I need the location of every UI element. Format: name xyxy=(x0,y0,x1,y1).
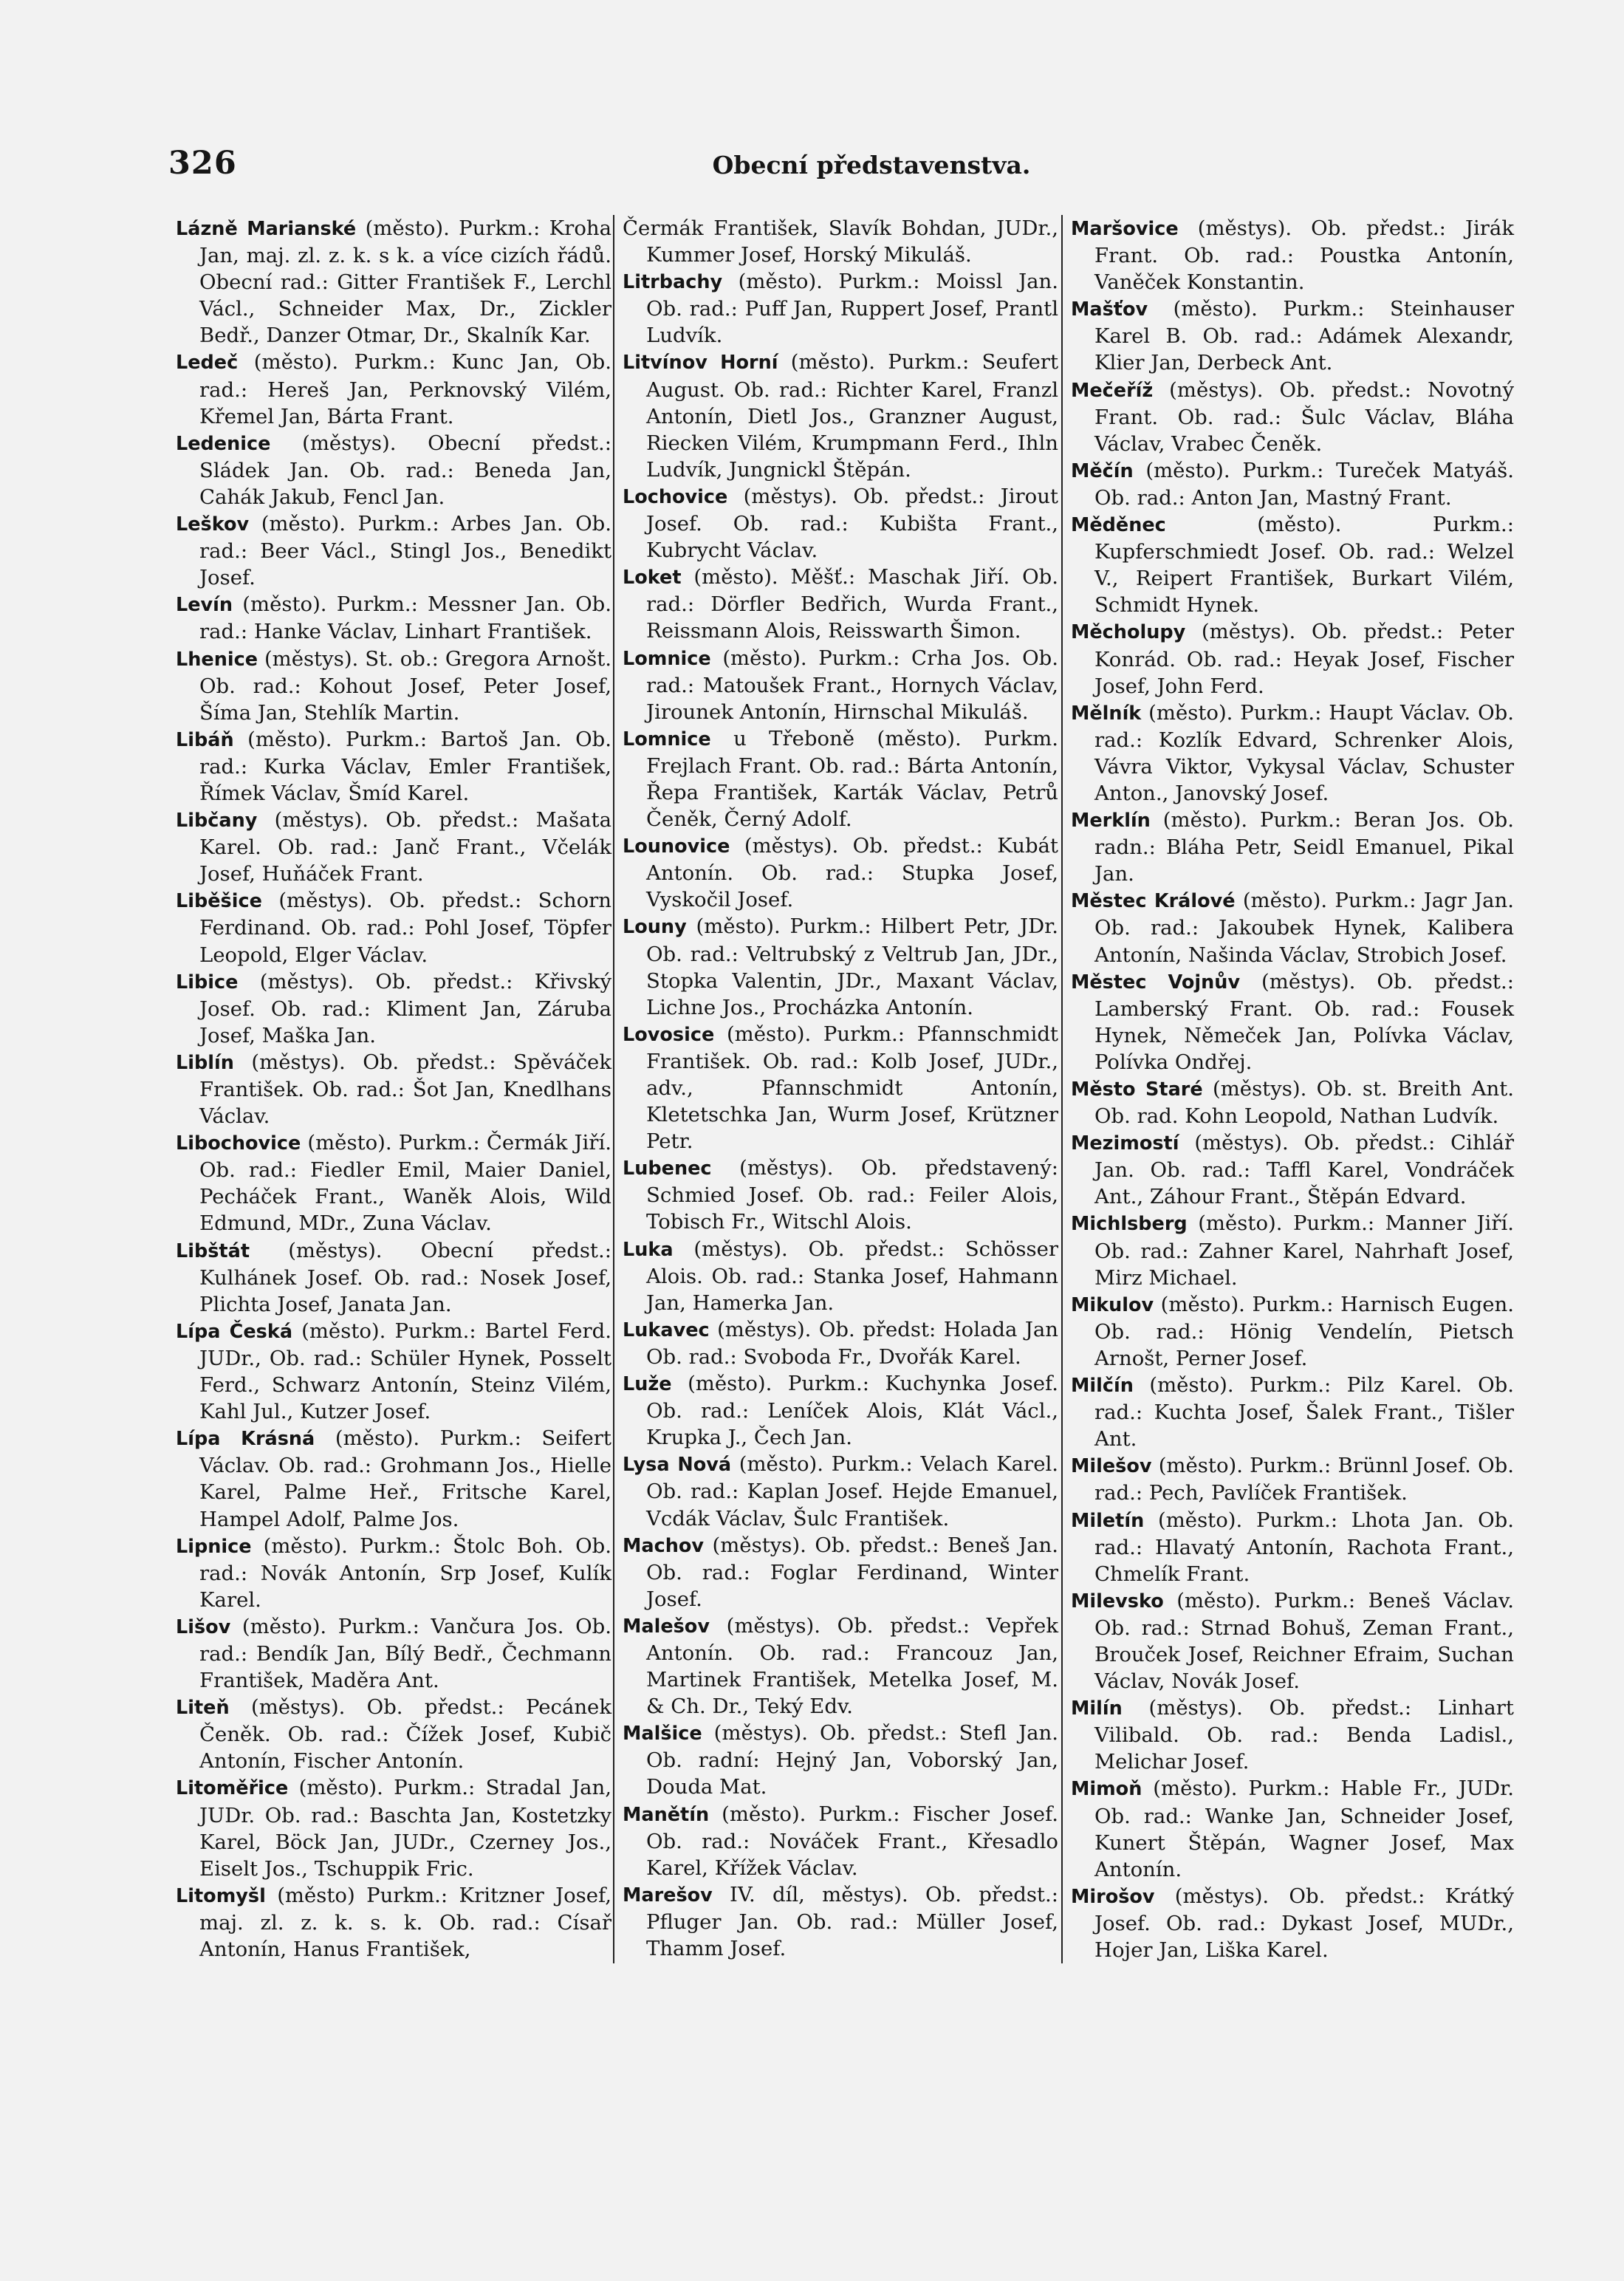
place-name: Leškov xyxy=(176,513,250,536)
entry-text: (městys). Ob. předst.: Jirout Josef. Ob. rad.: Kubišta Frant., Kubrycht Václav. xyxy=(646,484,1058,563)
directory-entry xyxy=(1071,618,1514,699)
place-name: Lomnice xyxy=(623,647,711,670)
place-name: Levín xyxy=(176,594,233,617)
directory-entry xyxy=(1071,457,1514,511)
place-name: Miletín xyxy=(1071,1509,1145,1532)
directory-entry xyxy=(176,887,611,968)
place-name: Lípa Krásná xyxy=(176,1428,315,1451)
place-name: Mezimostí xyxy=(1071,1132,1179,1155)
directory-entry xyxy=(1071,377,1514,457)
directory-entry xyxy=(623,913,1058,1020)
place-name: Louny xyxy=(623,916,687,939)
running-head: Obecní představenstva. xyxy=(712,151,1031,179)
directory-entry xyxy=(176,726,611,807)
place-name: Městec Vojnův xyxy=(1071,971,1241,994)
directory-entry xyxy=(176,215,611,349)
place-name: Lhenice xyxy=(176,648,258,671)
entry-text: (městys). Obecní předst.: Sládek Jan. Ob. rad.: Beneda Jan, Cahák Jakub, Fencl Jan. xyxy=(199,431,611,509)
directory-entry xyxy=(1071,511,1514,618)
directory-entry xyxy=(176,1774,611,1881)
entry-text: (městys). Ob. st. Breith Ant. Ob. rad. Kohn Leopold, Nathan Ludvík. xyxy=(1094,1077,1514,1129)
entry-text: (městys). Ob. předst.: Křivský Josef. Ob. rad.: Kliment Jan, Záruba Josef, Maška Jan. xyxy=(199,969,612,1047)
place-name: Litoměřice xyxy=(176,1777,289,1800)
place-name: Liblín xyxy=(176,1051,234,1074)
place-name: Lázně Marianské xyxy=(176,218,357,240)
place-name: Ledeč xyxy=(176,352,239,375)
directory-entry xyxy=(1071,1372,1514,1452)
place-name: Mirošov xyxy=(1071,1885,1155,1908)
place-name: Libčany xyxy=(176,810,258,832)
directory-entry xyxy=(176,349,611,429)
place-name: Milín xyxy=(1071,1697,1123,1720)
entry-text: (město). Purkm.: Tureček Matyáš. Ob. rad.: Anton Jan, Mastný Frant. xyxy=(1094,458,1514,510)
place-name: Libice xyxy=(176,971,239,994)
place-name: Lubenec xyxy=(623,1157,712,1180)
directory-entry xyxy=(623,645,1058,725)
entry-text: (město). Purkm.: Fischer Josef. Ob. rad.: Nováček Frant., Křesadlo Karel, Křížek Václav. xyxy=(646,1802,1058,1880)
column-right xyxy=(1071,215,1514,1963)
entry-text: (město). Purkm.: Pilz Karel. Ob. rad.: Kuchta Josef, Šalek Frant., Tišler Ant. xyxy=(1094,1373,1514,1451)
entry-text: u Třeboně (město). Purkm. Frejlach Frant. Ob. rad.: Bárta Antonín, Řepa František, Karták Václav, Petrů Čeněk, Černý Adolf. xyxy=(646,726,1058,832)
place-name: Mikulov xyxy=(1071,1293,1154,1316)
entry-text: (město). Purkm.: Pfannschmidt František. Ob. rad.: Kolb Josef, JUDr., adv., Pfannschmidt Antonín, Kletetschka Jan, Wurm Josef, Krützner Petr. xyxy=(646,1022,1058,1154)
directory-entry xyxy=(1071,887,1514,968)
directory-entry xyxy=(1071,1694,1514,1775)
place-name: Luka xyxy=(623,1238,674,1261)
entry-text: (městys). Ob. předst.: Pecánek Čeněk. Ob. rad.: Čížek Josef, Kubič Antonín, Fischer Antonín. xyxy=(199,1695,611,1774)
directory-entry xyxy=(623,832,1058,913)
directory-entry xyxy=(1071,1883,1514,1963)
entry-text: (městys). Ob. předst.: Jirák Frant. Ob. rad.: Poustka Antonín, Vaněček Konstantin. xyxy=(1094,216,1514,295)
entry-text: (městys). Ob. předst.: Kubát Antonín. Ob. rad.: Stupka Josef, Vyskočil Josef. xyxy=(646,834,1058,912)
directory-entry xyxy=(623,1370,1058,1451)
directory-entry xyxy=(1071,1075,1514,1129)
entry-text: (městys). Ob. předst: Holada Jan Ob. rad.: Svoboda Fr., Dvořák Karel. xyxy=(646,1317,1058,1369)
place-name: Mečeříž xyxy=(1071,379,1154,402)
entry-text: (městys). Ob. předst.: Lamberský Frant. Ob. rad.: Fousek Hynek, Němeček Jan, Polívka Václav, Polívka Ondřej. xyxy=(1094,969,1514,1074)
entry-text: (město). Purkm.: Štolc Boh. Ob. rad.: Novák Antonín, Srp Josef, Kulík Karel. xyxy=(199,1533,611,1612)
directory-entry xyxy=(1071,215,1514,295)
entry-text: (město). Purkm.: Čermák Jiří. Ob. rad.: Fiedler Emil, Maier Daniel, Pecháček Frant., Waněk Alois, Wild Edmund, MDr., Zuna Václav. xyxy=(199,1131,611,1236)
place-name: Měděnec xyxy=(1071,514,1166,537)
entry-text: (město). Purkm.: Haupt Václav. Ob. rad.: Kozlík Edvard, Schrenker Alois, Vávra Viktor, Vykysal Václav, Schuster Anton., Janovský Josef. xyxy=(1094,700,1514,805)
entry-text: (město) Purkm.: Kritzner Josef, maj. zl. z. k. s. k. Ob. rad.: Císař Antonín, Hanus František, xyxy=(199,1883,611,1961)
entry-text: (městys). Ob. představený: Schmied Josef. Ob. rad.: Feiler Alois, Tobisch Fr., Witschl Alois. xyxy=(646,1156,1058,1234)
entry-text: (město). Purkm.: Manner Jiří. Ob. rad.: Zahner Karel, Nahrhaft Josef, Mirz Michael. xyxy=(1094,1211,1514,1290)
entry-text: (město). Purkm.: Vančura Jos. Ob. rad.: Bendík Jan, Bílý Bedř., Čechmann František, Maděra Ant. xyxy=(199,1614,611,1693)
directory-entry xyxy=(623,1316,1058,1370)
entry-text: (městys). Ob. předst.: Linhart Vilibald. Ob. rad.: Benda Ladisl., Melichar Josef. xyxy=(1094,1696,1514,1774)
place-name: Malešov xyxy=(623,1615,710,1638)
place-name: Litvínov Horní xyxy=(623,352,778,375)
directory-entry xyxy=(176,1237,611,1318)
directory-entry xyxy=(623,725,1058,832)
entry-text: (městys). Ob. předst.: Peter Konrád. Ob. rad.: Heyak Josef, Fischer Josef, John Ferd. xyxy=(1094,620,1514,698)
place-name: Lipnice xyxy=(176,1535,252,1558)
entry-text: (město). Purkm.: Harnisch Eugen. Ob. rad.: Hönig Vendelín, Pietsch Arnošt, Perner Josef. xyxy=(1094,1292,1514,1370)
place-name: Machov xyxy=(623,1534,704,1557)
directory-entry xyxy=(623,1451,1058,1531)
directory-entry xyxy=(623,1236,1058,1316)
directory-entry xyxy=(623,483,1058,564)
directory-entry xyxy=(176,1318,611,1425)
place-name: Liběšice xyxy=(176,890,262,913)
entry-text: (město). Purkm.: Beran Jos. Ob. radn.: Bláha Petr, Seidl Emanuel, Pikal Jan. xyxy=(1094,808,1515,886)
directory-entry xyxy=(1071,1452,1514,1506)
place-name: Lišov xyxy=(176,1615,231,1638)
entry-text: (městys). Obecní předst.: Kulhánek Josef. Ob. rad.: Nosek Josef, Plichta Josef, Janata Jan. xyxy=(199,1238,611,1316)
entry-text: (město). Purkm.: Kuchynka Josef. Ob. rad.: Leníček Alois, Klát Václ., Krupka J., Čech Jan. xyxy=(646,1372,1058,1450)
place-name: Mimoň xyxy=(1071,1778,1142,1801)
place-name: Maršovice xyxy=(1071,218,1179,240)
directory-entry xyxy=(176,1049,611,1129)
place-name: Michlsberg xyxy=(1071,1213,1188,1236)
entry-text: (městys). Ob. předst.: Mašata Karel. Ob. rad.: Janč Frant., Včelák Josef, Huňáček Frant. xyxy=(199,808,611,886)
entry-text: (město). Purkm.: Bartoš Jan. Ob. rad.: Kurka Václav, Emler František, Římek Václav, Šmíd Karel. xyxy=(199,727,611,805)
directory-entry xyxy=(623,1532,1058,1613)
place-name: Lovosice xyxy=(623,1023,715,1046)
directory-entry xyxy=(1071,807,1514,887)
place-name: Lysa Nová xyxy=(623,1454,732,1477)
place-name: Ledenice xyxy=(176,432,271,455)
directory-entry xyxy=(623,564,1058,644)
directory-entry xyxy=(623,1720,1058,1800)
directory-entry xyxy=(176,510,611,591)
entry-text: (město). Purkm.: Kroha Jan, maj. zl. z. k. s k. a více cizích řádů. Obecní rad.: Gitter František F., Lerchl Václ., Schneider Max, Dr., Zickler Bedř., Danzer Otmar, Dr., Skalník Kar. xyxy=(199,216,611,348)
entry-text: (město). Purkm.: Lhota Jan. Ob. rad.: Hlavatý Antonín, Rachota Frant., Chmelík Frant. xyxy=(1094,1508,1514,1586)
place-name: Městec Králové xyxy=(1071,890,1236,913)
place-name: Libáň xyxy=(176,728,234,751)
entry-text: Čermák František, Slavík Bohdan, JUDr., Kummer Josef, Horský Mikuláš. xyxy=(623,216,1058,267)
directory-entry xyxy=(176,807,611,887)
directory-entry xyxy=(623,1021,1058,1155)
column-divider xyxy=(1061,215,1063,1963)
directory-entry xyxy=(623,215,1058,268)
entry-text: (městys). Ob. předst.: Krátký Josef. Ob. rad.: Dykast Josef, MUDr., Hojer Jan, Liška Karel. xyxy=(1094,1884,1514,1962)
directory-entry xyxy=(1071,1775,1514,1882)
column-divider xyxy=(613,215,614,1963)
place-name: Libštát xyxy=(176,1239,250,1262)
place-name: Loket xyxy=(623,567,682,589)
entry-text: (město). Purkm.: Seifert Václav. Ob. rad.: Grohmann Jos., Hielle Karel, Palme Heř., Fritsche Karel, Hampel Adolf, Palme Jos. xyxy=(199,1426,611,1531)
place-name: Libochovice xyxy=(176,1132,301,1155)
entry-text: (městys). Ob. předst.: Novotný Frant. Ob. rad.: Šulc Václav, Bláha Václav, Vrabec Čeněk. xyxy=(1094,377,1514,456)
entry-text: (město). Měšť.: Maschak Jiří. Ob. rad.: Dörfler Bedřich, Wurda Frant., Reissmann Alois, Reisswarth Šimon. xyxy=(646,565,1058,643)
directory-entry xyxy=(176,646,611,726)
entry-text: (město). Purkm.: Crha Jos. Ob. rad.: Matoušek Frant., Hornych Václav, Jirounek Antonín, Hirnschal Mikuláš. xyxy=(646,646,1058,724)
directory-entry xyxy=(623,268,1058,349)
entry-text: (město). Purkm.: Jagr Jan. Ob. rad.: Jakoubek Hynek, Kalibera Antonín, Našinda Václav, Strobich Josef. xyxy=(1094,889,1514,967)
directory-entry xyxy=(176,1694,611,1774)
place-name: Měčín xyxy=(1071,459,1134,482)
place-name: Lochovice xyxy=(623,485,728,508)
place-name: Lukavec xyxy=(623,1319,710,1341)
page-number: 326 xyxy=(168,145,237,182)
place-name: Milešov xyxy=(1071,1455,1152,1478)
entry-text: (městys). Ob. předst.: Stefl Jan. Ob. radní: Hejný Jan, Voborský Jan, Douda Mat. xyxy=(646,1721,1058,1799)
entry-text: (město). Purkm.: Messner Jan. Ob. rad.: Hanke Václav, Linhart František. xyxy=(199,592,611,644)
place-name: Merklín xyxy=(1071,810,1151,832)
entry-text: (městys). Ob. předst.: Schösser Alois. Ob. rad.: Stanka Josef, Hahmann Jan, Hamerka Jan. xyxy=(646,1237,1058,1315)
entry-text: (město). Purkm.: Hilbert Petr, JDr. Ob. rad.: Veltrubský z Veltrub Jan, JDr., Stopka Valentin, JDr., Maxant Václav, Lichne Jos., Procházka Antonín. xyxy=(646,914,1058,1019)
entry-text: (město). Purkm.: Beneš Václav. Ob. rad.: Strnad Bohuš, Zeman Frant., Brouček Josef, Reichner Efraim, Suchan Václav, Novák Josef. xyxy=(1094,1588,1514,1694)
entry-text: (město). Purkm.: Kupferschmiedt Josef. Ob. rad.: Welzel V., Reipert František, Burkart Vilém, Schmidt Hynek. xyxy=(1094,513,1514,618)
place-name: Milčín xyxy=(1071,1375,1134,1398)
directory-entry xyxy=(1071,1129,1514,1210)
entry-text: (město). Purkm.: Arbes Jan. Ob. rad.: Beer Václ., Stingl Jos., Benedikt Josef. xyxy=(199,512,611,590)
entry-text: (město). Purkm.: Seufert August. Ob. rad.: Richter Karel, Franzl Antonín, Dietl Jos., Granzner August, Riecken Vilém, Krumpmann Ferd., Ihln Ludvík, Jungnickl Štěpán. xyxy=(646,350,1058,482)
entry-text: (městys). Ob. předst.: Beneš Jan. Ob. rad.: Foglar Ferdinand, Winter Josef. xyxy=(646,1533,1058,1611)
place-name: Marešov xyxy=(623,1884,713,1906)
entry-text: (město). Purkm.: Bartel Ferd. JUDr., Ob. rad.: Schüler Hynek, Posselt Ferd., Schwarz Antonín, Steinz Vilém, Kahl Jul., Kutzer Josef. xyxy=(199,1319,611,1424)
entry-text: (město). Purkm.: Hable Fr., JUDr. Ob. rad.: Wanke Jan, Schneider Josef, Kunert Štěpán, Wagner Josef, Max Antonín. xyxy=(1094,1776,1514,1881)
place-name: Lounovice xyxy=(623,835,730,858)
directory-entry xyxy=(1071,1210,1514,1290)
directory-entry xyxy=(176,1533,611,1613)
place-name: Město Staré xyxy=(1071,1078,1203,1101)
place-name: Milevsko xyxy=(1071,1590,1164,1613)
place-name: Lípa Česká xyxy=(176,1320,293,1343)
entry-text: (městys). Ob. předst.: Schorn Ferdinand. Ob. rad.: Pohl Josef, Töpfer Leopold, Elger Václav. xyxy=(199,889,612,967)
entry-text: (městys). St. ob.: Gregora Arnošt. Ob. rad.: Kohout Josef, Peter Josef, Šíma Jan, Stehlík Martin. xyxy=(199,646,611,725)
directory-entry xyxy=(176,968,611,1049)
directory-entry xyxy=(176,1425,611,1532)
entry-text: (městys). Ob. předst.: Vepřek Antonín. Ob. rad.: Francouz Jan, Martinek František, Metelka Josef, M. & Ch. Dr., Teký Edv. xyxy=(646,1613,1058,1719)
directory-entry xyxy=(1071,968,1514,1075)
entry-text: (městys). Ob. předst.: Cihlář Jan. Ob. rad.: Taffl Karel, Vondráček Ant., Záhour Frant., Štěpán Edvard. xyxy=(1094,1131,1514,1209)
place-name: Mělník xyxy=(1071,702,1142,725)
place-name: Litrbachy xyxy=(623,271,723,294)
entry-text: (město). Purkm.: Moissl Jan. Ob. rad.: Puff Jan, Ruppert Josef, Prantl Ludvík. xyxy=(646,270,1058,348)
place-name: Manětín xyxy=(623,1803,710,1826)
place-name: Lomnice xyxy=(623,728,711,750)
entry-text: (město). Purkm.: Velach Karel. Ob. rad.: Kaplan Josef. Hejde Emanuel, Vcdák Václav, Šulc František. xyxy=(646,1452,1059,1531)
directory-entry xyxy=(176,1129,611,1237)
entry-text: (městys). Ob. předst.: Spěváček František. Ob. rad.: Šot Jan, Knedlhans Václav. xyxy=(199,1050,611,1129)
entry-text: IV. díl, městys). Ob. předst.: Pfluger Jan. Ob. rad.: Müller Josef, Thamm Josef. xyxy=(646,1882,1058,1960)
column-middle xyxy=(623,215,1058,1962)
directory-entry xyxy=(623,1881,1058,1962)
directory-entry xyxy=(623,1155,1058,1235)
directory-entry xyxy=(623,349,1058,482)
directory-entry xyxy=(623,1801,1058,1881)
place-name: Liteň xyxy=(176,1697,230,1720)
entry-text: (město). Purkm.: Stradal Jan, JUDr. Ob. rad.: Baschta Jan, Kostetzky Karel, Böck Jan, JUDr., Czerney Jos., Eiselt Jos., Tschuppik Fric. xyxy=(199,1776,611,1881)
directory-entry xyxy=(1071,700,1514,807)
place-name: Mašťov xyxy=(1071,298,1148,321)
directory-entry xyxy=(1071,1587,1514,1694)
place-name: Měcholupy xyxy=(1071,621,1186,644)
place-name: Luže xyxy=(623,1373,672,1396)
place-name: Malšice xyxy=(623,1723,702,1745)
entry-text: (město). Purkm.: Kunc Jan, Ob. rad.: Hereš Jan, Perknovský Vilém, Křemel Jan, Bárta Frant. xyxy=(199,350,611,428)
directory-entry xyxy=(1071,295,1514,376)
directory-entry xyxy=(623,1613,1058,1720)
entry-text: (město). Purkm.: Steinhauser Karel B. Ob. rad.: Adámek Alexandr, Klier Jan, Derbeck Ant. xyxy=(1094,297,1514,375)
directory-entry xyxy=(1071,1507,1514,1587)
directory-entry xyxy=(176,1882,611,1963)
place-name: Litomyšl xyxy=(176,1884,266,1907)
directory-entry xyxy=(176,430,611,510)
entry-text: (město). Purkm.: Brünnl Josef. Ob. rad.: Pech, Pavlíček František. xyxy=(1094,1454,1514,1505)
column-left xyxy=(176,215,611,1963)
directory-entry xyxy=(176,1613,611,1694)
directory-entry xyxy=(1071,1291,1514,1372)
directory-entry xyxy=(176,591,611,645)
